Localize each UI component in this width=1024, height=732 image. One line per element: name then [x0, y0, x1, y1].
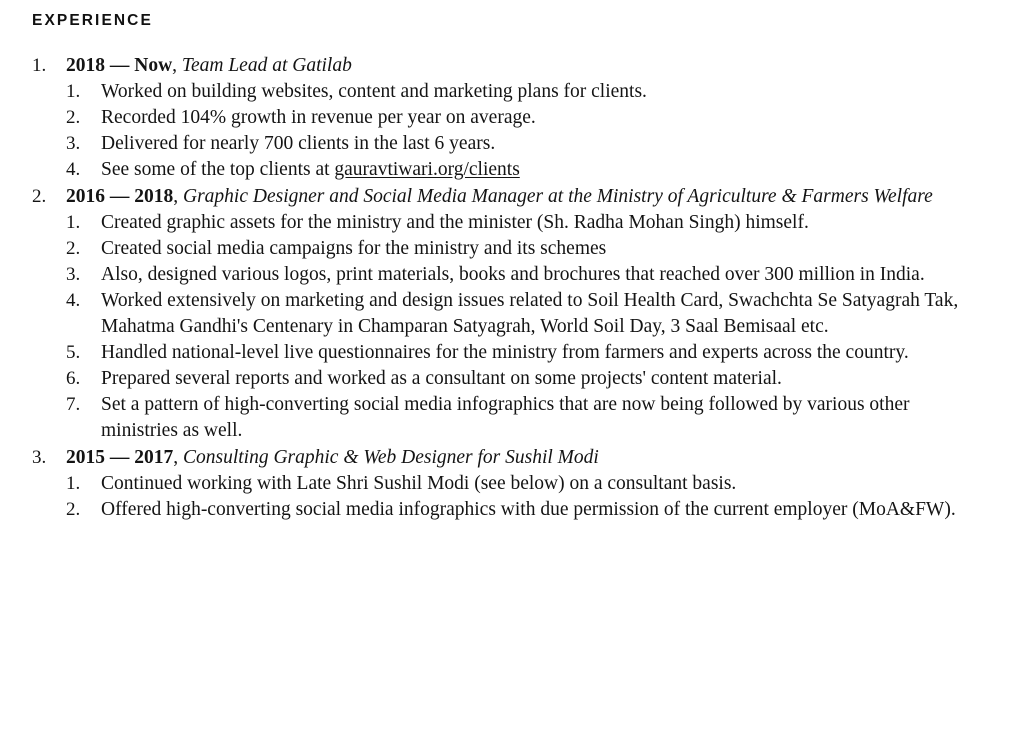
list-item: [66, 288, 961, 340]
list-item: [66, 157, 961, 183]
experience-item-marker: 1.: [32, 54, 47, 76]
list-item-marker: 4.: [66, 158, 81, 180]
list-item-text: Worked extensively on marketing and design issues related to Soil Health Card, Swachchta Se Satyagrah Tak, Mahatma Gandhi's Centenary in Champaran Satyagrah, World Soil Day, 3 Saal Bemisaal etc.: [101, 289, 959, 337]
list-item: [66, 340, 961, 366]
list-item: [66, 497, 961, 523]
list-item: [66, 471, 961, 497]
list-item-text: Handled national-level live questionnaires for the ministry from farmers and experts across the country.: [101, 341, 909, 363]
experience-separator: ,: [172, 54, 182, 76]
list-item-text: Also, designed various logos, print materials, books and brochures that reached over 300 million in India.: [101, 263, 925, 285]
page-title: EXPERIENCE: [32, 12, 153, 29]
experience-bullet-list: [66, 79, 964, 183]
experience-bullet-list: [66, 471, 964, 523]
experience-item: [28, 445, 964, 523]
list-item-text: Created graphic assets for the ministry and the minister (Sh. Radha Mohan Singh) himself.: [101, 211, 809, 233]
experience-title: [66, 53, 938, 79]
list-item: [66, 366, 961, 392]
list-item-marker: 7.: [66, 393, 81, 415]
list-item: [66, 210, 961, 236]
list-item: [66, 79, 961, 105]
list-item: [66, 131, 961, 157]
experience-period: 2018 — Now: [66, 54, 173, 76]
list-item-marker: 1.: [66, 211, 81, 233]
experience-period: 2016 — 2018: [66, 185, 174, 207]
list-item-text: See some of the top clients at: [101, 158, 335, 180]
list-item-marker: 2.: [66, 498, 81, 520]
list-item-text: Prepared several reports and worked as a consultant on some projects' content material.: [101, 367, 782, 389]
list-item: [66, 262, 961, 288]
list-item-marker: 6.: [66, 367, 81, 389]
list-item-marker: 3.: [66, 132, 81, 154]
list-item-text: Created social media campaigns for the ministry and its schemes: [101, 237, 607, 259]
experience-separator: ,: [173, 185, 183, 207]
list-item-text: Worked on building websites, content and marketing plans for clients.: [101, 80, 647, 102]
experience-separator: ,: [173, 446, 183, 468]
experience-item-marker: 3.: [32, 446, 47, 468]
list-item-text: Offered high-converting social media infographics with due permission of the current employer (MoA&FW).: [101, 498, 956, 520]
experience-list: [28, 53, 964, 523]
list-item-marker: 2.: [66, 106, 81, 128]
experience-period: 2015 — 2017: [66, 446, 174, 468]
list-item-marker: 2.: [66, 237, 81, 259]
experience-role: Consulting Graphic & Web Designer for Sushil Modi: [183, 446, 599, 468]
experience-title: [66, 184, 938, 210]
experience-item-marker: 2.: [32, 185, 47, 207]
experience-title: [66, 445, 938, 471]
list-item-marker: 5.: [66, 341, 81, 363]
list-item-marker: 1.: [66, 80, 81, 102]
list-item-text: Recorded 104% growth in revenue per year on average.: [101, 106, 536, 128]
clients-link[interactable]: gauravtiwari.org/clients: [334, 158, 520, 180]
experience-item: [28, 53, 964, 183]
list-item-marker: 3.: [66, 263, 81, 285]
experience-role: Graphic Designer and Social Media Manager at the Ministry of Agriculture & Farmers Welfare: [183, 185, 933, 207]
list-item-text: Set a pattern of high-converting social media infographics that are now being followed by various other ministries as well.: [101, 393, 910, 441]
list-item: [66, 105, 961, 131]
list-item-marker: 1.: [66, 472, 81, 494]
experience-role: Team Lead at Gatilab: [181, 54, 352, 76]
list-item-marker: 4.: [66, 289, 81, 311]
list-item: [66, 392, 961, 444]
list-item-text: Continued working with Late Shri Sushil Modi (see below) on a consultant basis.: [101, 472, 737, 494]
list-item: [66, 236, 961, 262]
experience-item: [28, 184, 964, 444]
list-item-text: Delivered for nearly 700 clients in the last 6 years.: [101, 132, 496, 154]
experience-bullet-list: [66, 210, 964, 444]
